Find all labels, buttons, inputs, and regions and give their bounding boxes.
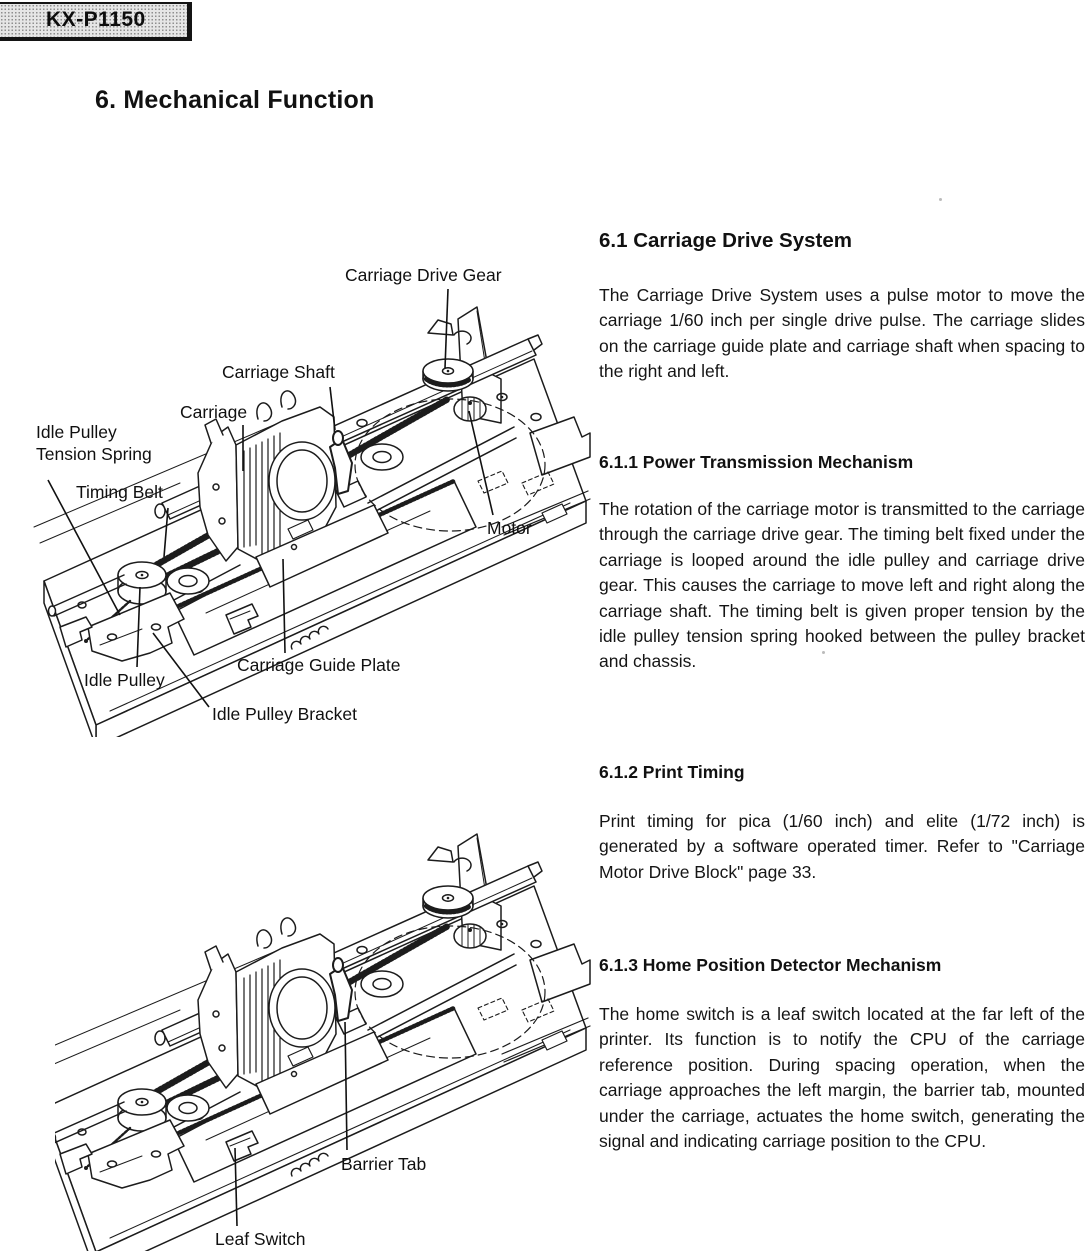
label-leaf-switch: Leaf Switch	[215, 1229, 306, 1249]
model-badge-text: KX-P1150	[46, 8, 146, 31]
label-carriage: Carriage	[180, 402, 248, 422]
section-heading-6-1: 6.1 Carriage Drive System	[599, 229, 852, 252]
home-position-detector-diagram	[55, 830, 615, 1251]
section-heading-6-1-2: 6.1.2 Print Timing	[599, 762, 745, 782]
section-body-6-1: The Carriage Drive System uses a pulse motor to move the carriage 1/60 inch per single drive pulse. The carriage slides on the carriage guide plate and carriage shaft when spacing to the right and left.	[599, 285, 1085, 382]
label-barrier-tab: Barrier Tab	[341, 1154, 427, 1174]
section-body-6-1-2: Print timing for pica (1/60 inch) and elite (1/72 inch) is generated by a software operated timer. Refer to "Carriage Motor Drive Block" page 33.	[599, 811, 1085, 882]
section-heading-6-1-1: 6.1.1 Power Transmission Mechanism	[599, 452, 914, 472]
label-timing-belt: Timing Belt	[76, 482, 163, 502]
section-body-6-1-3: The home switch is a leaf switch located at the far left of the printer. Its function is to notify the CPU of the carriage reference position. During spacing operation, when the carriage approaches the left margin, the barrier tab, mounted under the carriage, actuates the home switch, generating the signal and indicating carriage position to the CPU.	[599, 1004, 1085, 1152]
model-badge	[0, 2, 192, 41]
label-motor: Motor	[487, 518, 532, 538]
scan-speck	[939, 198, 942, 201]
label-idle-pulley: Idle Pulley	[84, 670, 165, 690]
carriage-mechanism-illustration-2	[55, 830, 615, 1251]
carriage-drive-system-diagram	[25, 255, 595, 737]
label-idle-pulley-tension-spring: Idle Pulley Tension Spring	[36, 422, 152, 464]
section-heading-6-1-3: 6.1.3 Home Position Detector Mechanism	[599, 955, 942, 975]
label-carriage-guide-plate: Carriage Guide Plate	[237, 655, 401, 675]
section-body-6-1-1: The rotation of the carriage motor is transmitted to the carriage through the carriage drive gear. The timing belt fixed under the carriage is looped around the idle pulley and carriage drive gear. This causes the carriage to move left and right along the carriage shaft. The timing belt is given proper tension by the idle pulley tension spring hooked between the pulley bracket and chassis.	[599, 499, 1085, 672]
label-idle-pulley-bracket: Idle Pulley Bracket	[212, 704, 357, 724]
scan-speck	[822, 651, 825, 654]
label-carriage-drive-gear: Carriage Drive Gear	[345, 265, 502, 285]
label-carriage-shaft: Carriage Shaft	[222, 362, 335, 382]
page-title: 6. Mechanical Function	[95, 86, 375, 114]
